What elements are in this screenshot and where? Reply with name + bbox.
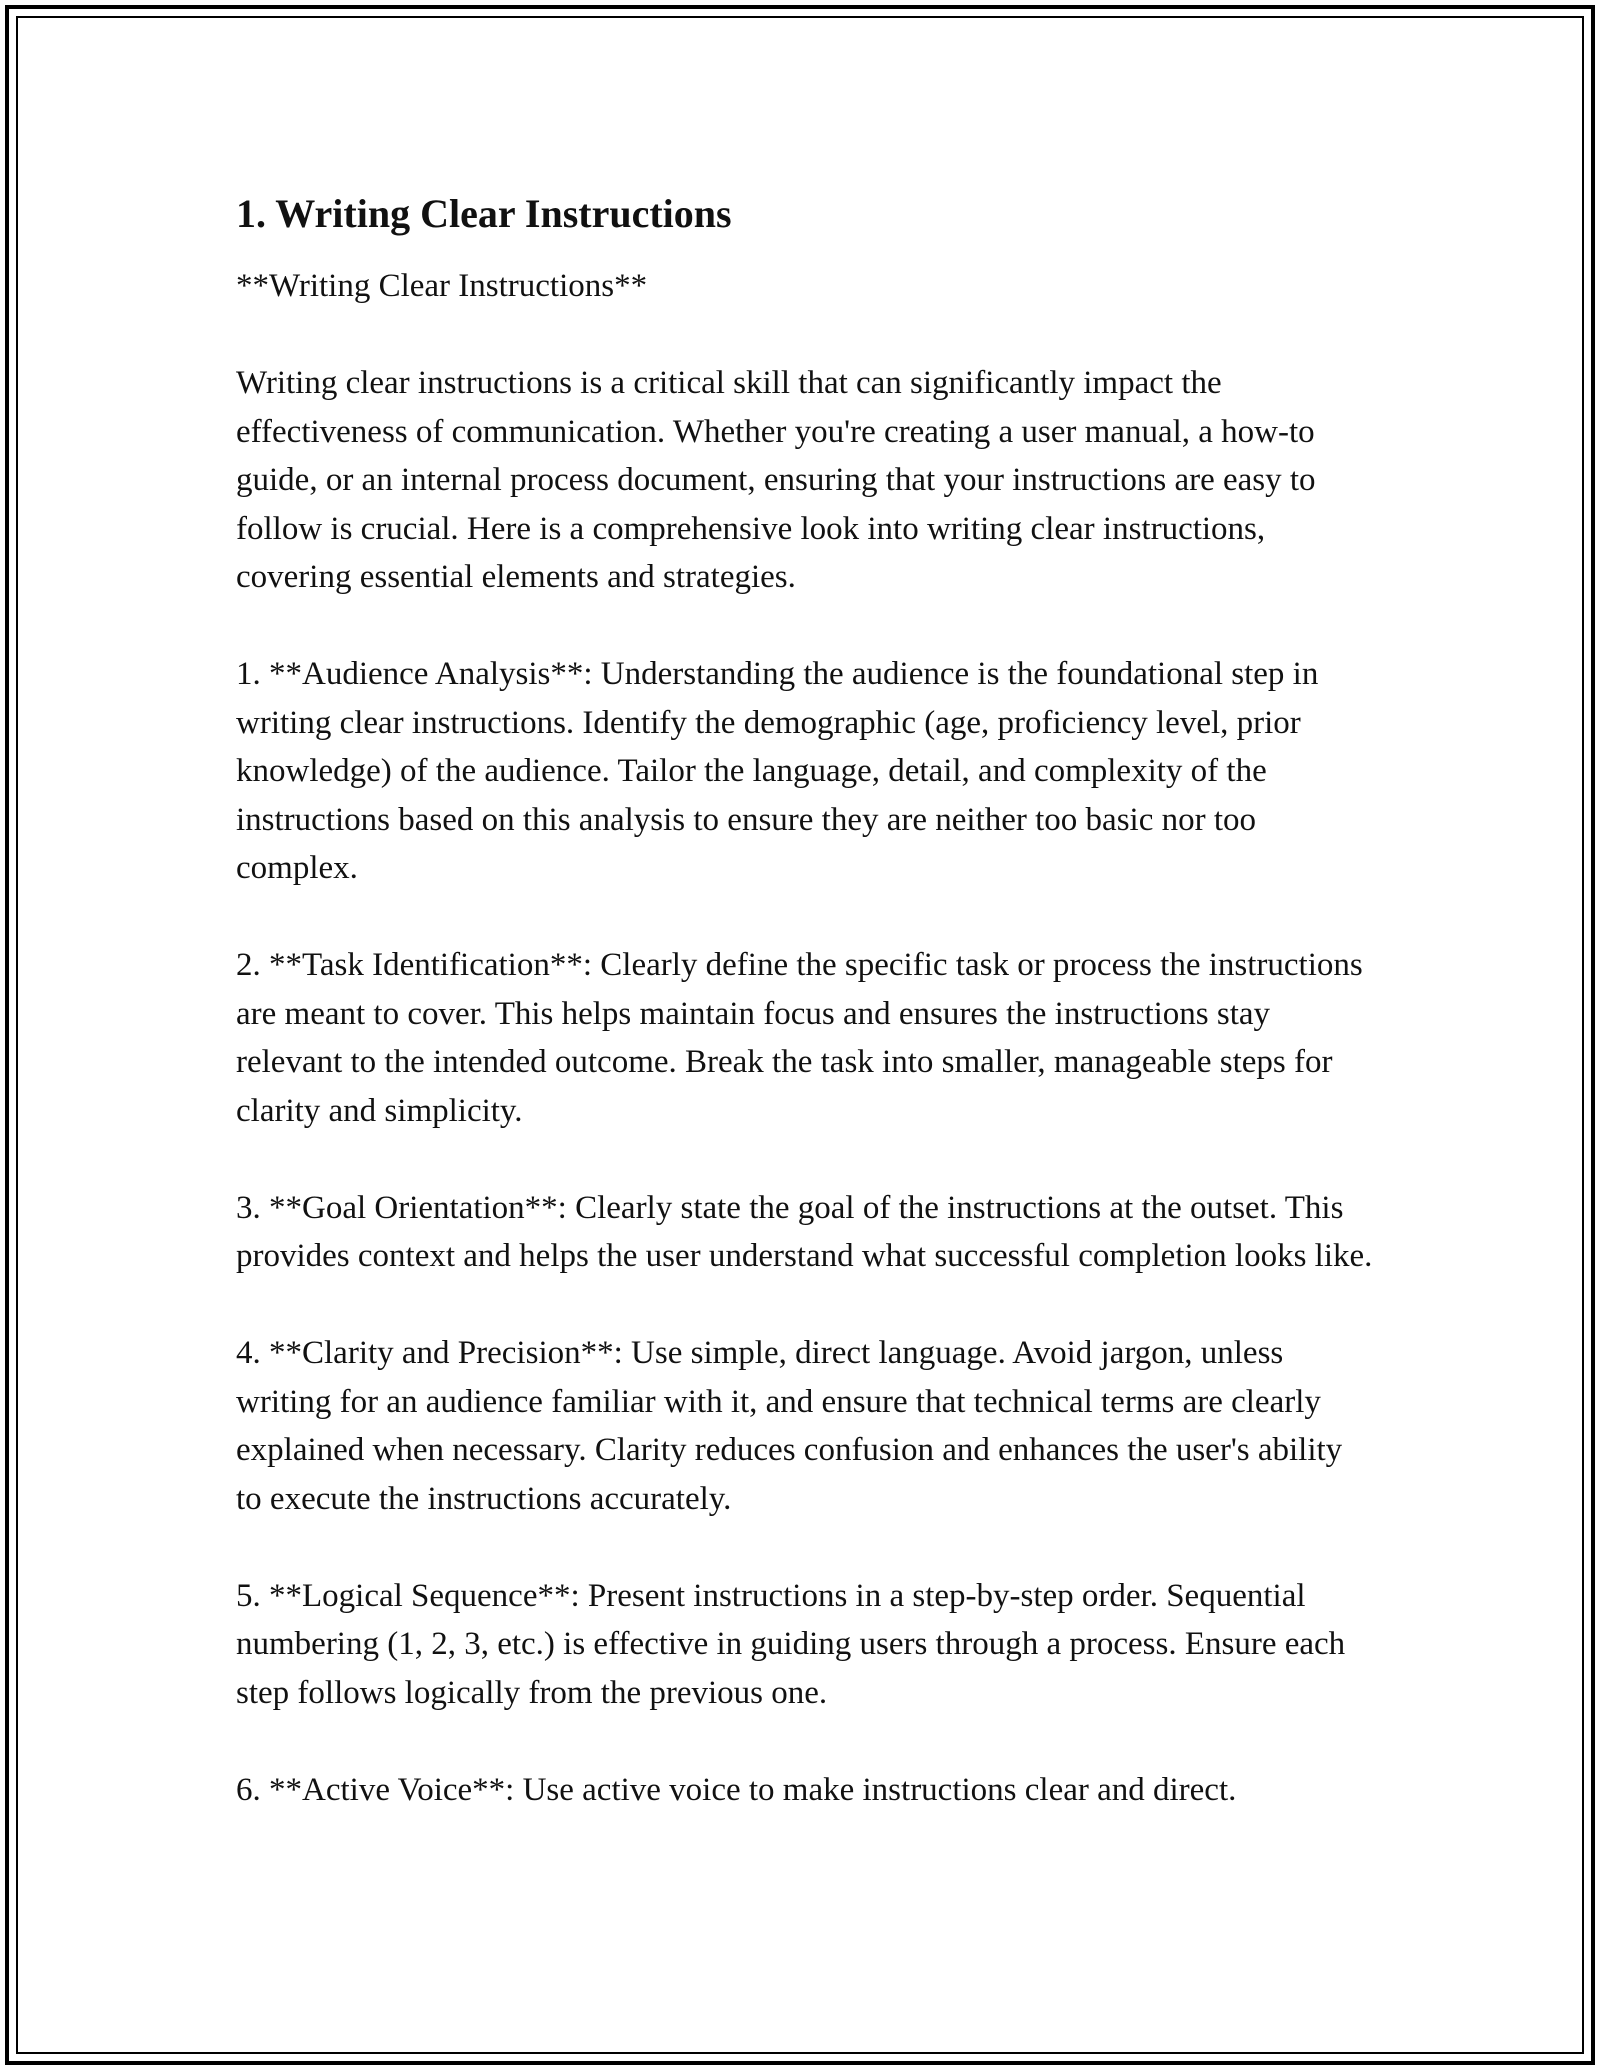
intro-paragraph: Writing clear instructions is a critical skill that can significantly impact the effectiveness of communication. Whether you're creating a user manual, a how-to guide, or an internal process document, ensuring that your instructions are easy to follow is crucial. Here is a comprehensive look into writing clear instructions, covering essential elements and strategies.	[236, 365, 1316, 595]
list-item-task-identification: 2. **Task Identification**: Clearly define the specific task or process the instructions are meant to cover. This helps maintain focus and ensures the instructions stay relevant to the intended outcome. Break the task into smaller, manageable steps for clarity and simplicity.	[236, 947, 1363, 1129]
document-title: 1. Writing Clear Instructions	[236, 191, 732, 236]
list-item-goal-orientation: 3. **Goal Orientation**: Clearly state the goal of the instructions at the outset. This provides context and helps the user understand what successful completion looks like.	[236, 1189, 1373, 1274]
list-item-logical-sequence: 5. **Logical Sequence**: Present instructions in a step-by-step order. Sequential numbering (1, 2, 3, etc.) is effective in guiding users through a process. Ensure each step follows logically from the previous one.	[236, 1577, 1346, 1711]
document-subtitle: **Writing Clear Instructions**	[236, 268, 648, 304]
document-body	[236, 190, 1376, 1863]
list-item-audience-analysis: 1. **Audience Analysis**: Understanding the audience is the foundational step in writing clear instructions. Identify the demographic (age, proficiency level, prior knowledge) of the audience. Tailor the language, detail, and complexity of the instructions based on this analysis to ensure they are neither too basic nor too complex.	[236, 656, 1319, 886]
list-item-active-voice: 6. **Active Voice**: Use active voice to make instructions clear and direct.	[236, 1771, 1237, 1808]
list-item-clarity-precision: 4. **Clarity and Precision**: Use simple, direct language. Avoid jargon, unless writing for an audience familiar with it, and ensure that technical terms are clearly explained when necessary. Clarity reduces confusion and enhances the user's ability to execute the instructions accurately.	[236, 1335, 1343, 1517]
